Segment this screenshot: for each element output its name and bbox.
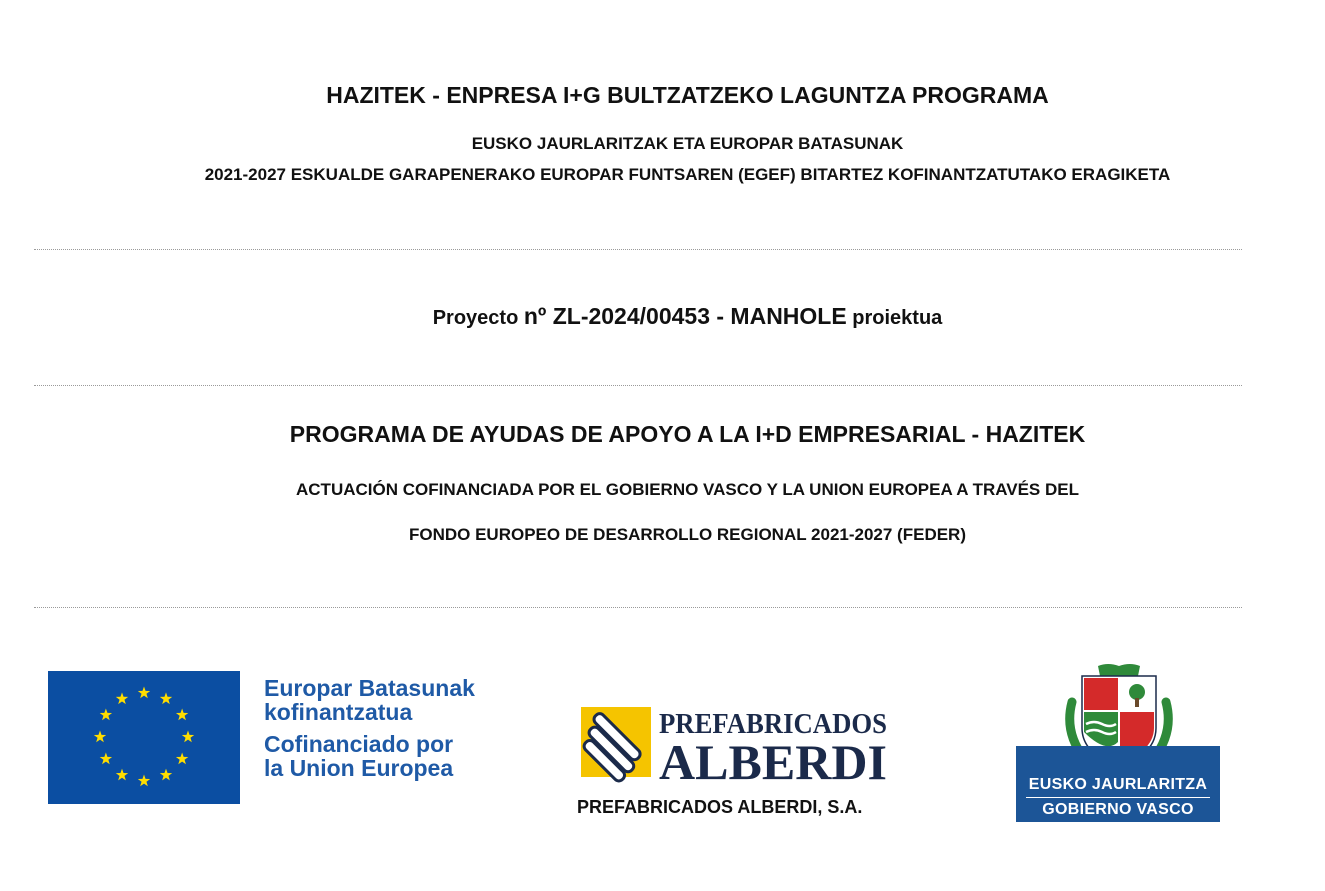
project-prefix: Proyecto bbox=[432, 307, 524, 329]
eu-cofinancing-text bbox=[264, 676, 475, 780]
eu-line-1: Europar Batasunak bbox=[264, 675, 475, 701]
gv-line-2: GOBIERNO VASCO bbox=[1042, 801, 1194, 818]
alberdi-brand-main: ALBERDI bbox=[659, 734, 887, 783]
eu-line-4: la Union Europea bbox=[264, 755, 454, 781]
gv-line-1: EUSKO JAURLARITZA bbox=[1028, 776, 1208, 793]
crest-top-leaves bbox=[1098, 664, 1140, 676]
project-suffix: proiektua bbox=[846, 307, 943, 329]
project-code: nº ZL-2024/00453 - MANHOLE bbox=[523, 303, 847, 329]
divider bbox=[34, 249, 1242, 250]
spanish-line-3: FONDO EUROPEO DE DESARROLLO REGIONAL 2021-2027 (FEDER) bbox=[408, 525, 966, 544]
alberdi-logo bbox=[581, 707, 891, 783]
divider bbox=[34, 385, 1242, 386]
spanish-line-2: ACTUACIÓN COFINANCIADA POR EL GOBIERNO VASCO Y LA UNION EUROPEA A TRAVÉS DEL bbox=[296, 480, 1079, 499]
gobierno-vasco-logo bbox=[1016, 746, 1220, 822]
header-line-3: 2021-2027 ESKUALDE GARAPENERAKO EUROPAR FUNTSAREN (EGEF) BITARTEZ KOFINANTZATUTAKO ERAGIKETA bbox=[204, 165, 1171, 184]
divider bbox=[34, 607, 1242, 608]
eu-flag-icon bbox=[48, 671, 240, 804]
eu-line-3: Cofinanciado por bbox=[264, 731, 454, 757]
tree-icon bbox=[1129, 684, 1145, 700]
spanish-title: PROGRAMA DE AYUDAS DE APOYO A LA I+D EMPRESARIAL - HAZITEK bbox=[289, 421, 1086, 447]
header-line-2: EUSKO JAURLARITZAK ETA EUROPAR BATASUNAK bbox=[471, 134, 904, 153]
header-title: HAZITEK - ENPRESA I+G BULTZATZEKO LAGUNTZA PROGRAMA bbox=[326, 82, 1049, 108]
alberdi-brand-top: PREFABRICADOS bbox=[659, 709, 887, 740]
project-line bbox=[0, 303, 1325, 330]
alberdi-caption: PREFABRICADOS ALBERDI, S.A. bbox=[577, 797, 863, 817]
eu-line-2: kofinantzatua bbox=[264, 699, 413, 725]
shield-quarter-red bbox=[1084, 678, 1118, 710]
